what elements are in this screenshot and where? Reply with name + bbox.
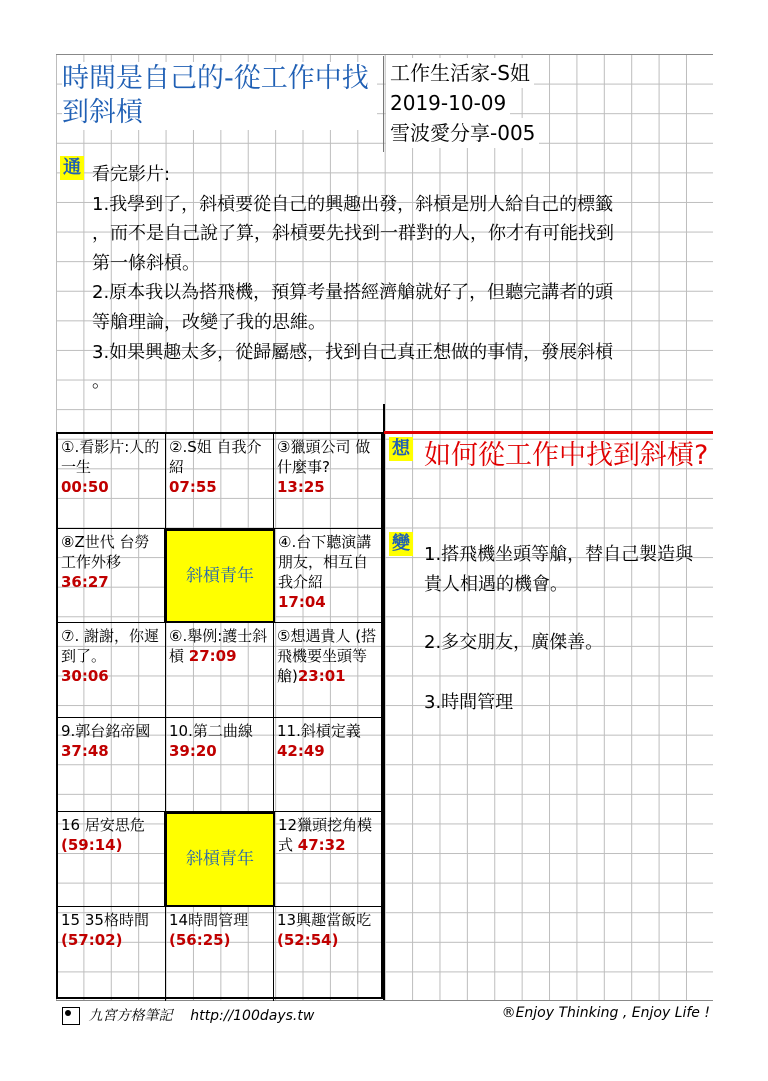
intro-line: ，而不是自己說了算，斜槓要先找到一群對的人，你才有可能找到	[92, 223, 614, 245]
grid-cell: ⑤想遇貴人 (搭飛機要坐頭等艙)23:01	[274, 623, 381, 718]
grid-cell: 14時間管理 (56:25)	[166, 907, 274, 1002]
grid-center-cell: 斜槓青年	[165, 529, 275, 624]
intro-line: 看完影片:	[92, 164, 171, 185]
intro-line: 第一條斜槓。	[92, 252, 200, 274]
intro-line: 。	[92, 371, 110, 393]
grid-cell: 12獵頭挖角模式 47:32	[275, 812, 381, 907]
change-item: 1.搭飛機坐頭等艙，替自己製造與貴人相遇的機會。	[424, 544, 694, 595]
think-question: 如何從工作中找到斜槓?	[424, 440, 709, 471]
grid-cell: 9.郭台銘帝國 37:48	[58, 718, 166, 813]
change-item: 3.時間管理	[424, 692, 514, 713]
intro-notes	[92, 160, 702, 397]
grid-center-cell: 斜槓青年	[165, 812, 275, 907]
date-label: 2019-10-09	[386, 88, 510, 118]
red-divider	[384, 431, 713, 434]
grid-cell: ①.看影片:人的一生 00:50	[58, 434, 166, 529]
author-label: 工作生活家-S姐	[386, 58, 534, 88]
footer-brand: 九宮方格筆記 http://100days.tw	[62, 1005, 314, 1025]
series-label: 雪波愛分享-005	[386, 118, 539, 148]
grid-cell: ⑥.舉例:護士斜槓 27:09	[166, 623, 274, 718]
grid-cell: 13興趣當飯吃 (52:54)	[277, 910, 372, 949]
nine-grid	[56, 432, 383, 999]
footer-slogan: ®Enjoy Thinking , Enjoy Life !	[501, 1005, 710, 1021]
xiang-tag: 想	[389, 437, 413, 461]
grid-cell: ⑧Z世代 台勞工作外移 36:27	[58, 529, 165, 624]
page-title: 時間是自己的-從工作中找到斜槓	[62, 62, 377, 130]
grid-cell: ②.S姐 自我介紹 07:55	[166, 434, 274, 529]
tong-tag: 通	[60, 156, 84, 180]
intro-line: 1.我學到了，斜槓要從自己的興趣出發，斜槓是別人給自己的標籤	[92, 193, 614, 215]
footer-url: http://100days.tw	[190, 1008, 315, 1024]
header-divider	[383, 56, 384, 152]
intro-line: 3.如果興趣太多，從歸屬感，找到自己真正想做的事情，發展斜槓	[92, 341, 614, 363]
bian-tag: 變	[389, 532, 413, 556]
change-item: 2.多交朋友，廣傑善。	[424, 632, 604, 653]
intro-line: 等艙理論，改變了我的思維。	[92, 311, 326, 333]
grid-cell: 11.斜槓定義 42:49	[274, 718, 381, 813]
grid-cell: ③獵頭公司 做什麼事? 13:25	[274, 434, 381, 529]
grid-cell: ④.台下聽演講朋友，相互自我介紹 17:04	[275, 529, 381, 624]
intro-line: 2.原本我以為搭飛機，預算考量搭經濟艙就好了，但聽完講者的頭	[92, 282, 614, 304]
brand-logo-icon	[62, 1007, 80, 1025]
grid-cell: ⑦. 謝謝，你遲到了。 30:06	[58, 623, 166, 718]
section-divider	[383, 404, 385, 1000]
grid-cell: 10.第二曲線 39:20	[166, 718, 274, 813]
grid-cell: 15 35格時間 (57:02)	[58, 907, 166, 1002]
grid-cell: 16 居安思危(59:14)	[58, 812, 165, 907]
